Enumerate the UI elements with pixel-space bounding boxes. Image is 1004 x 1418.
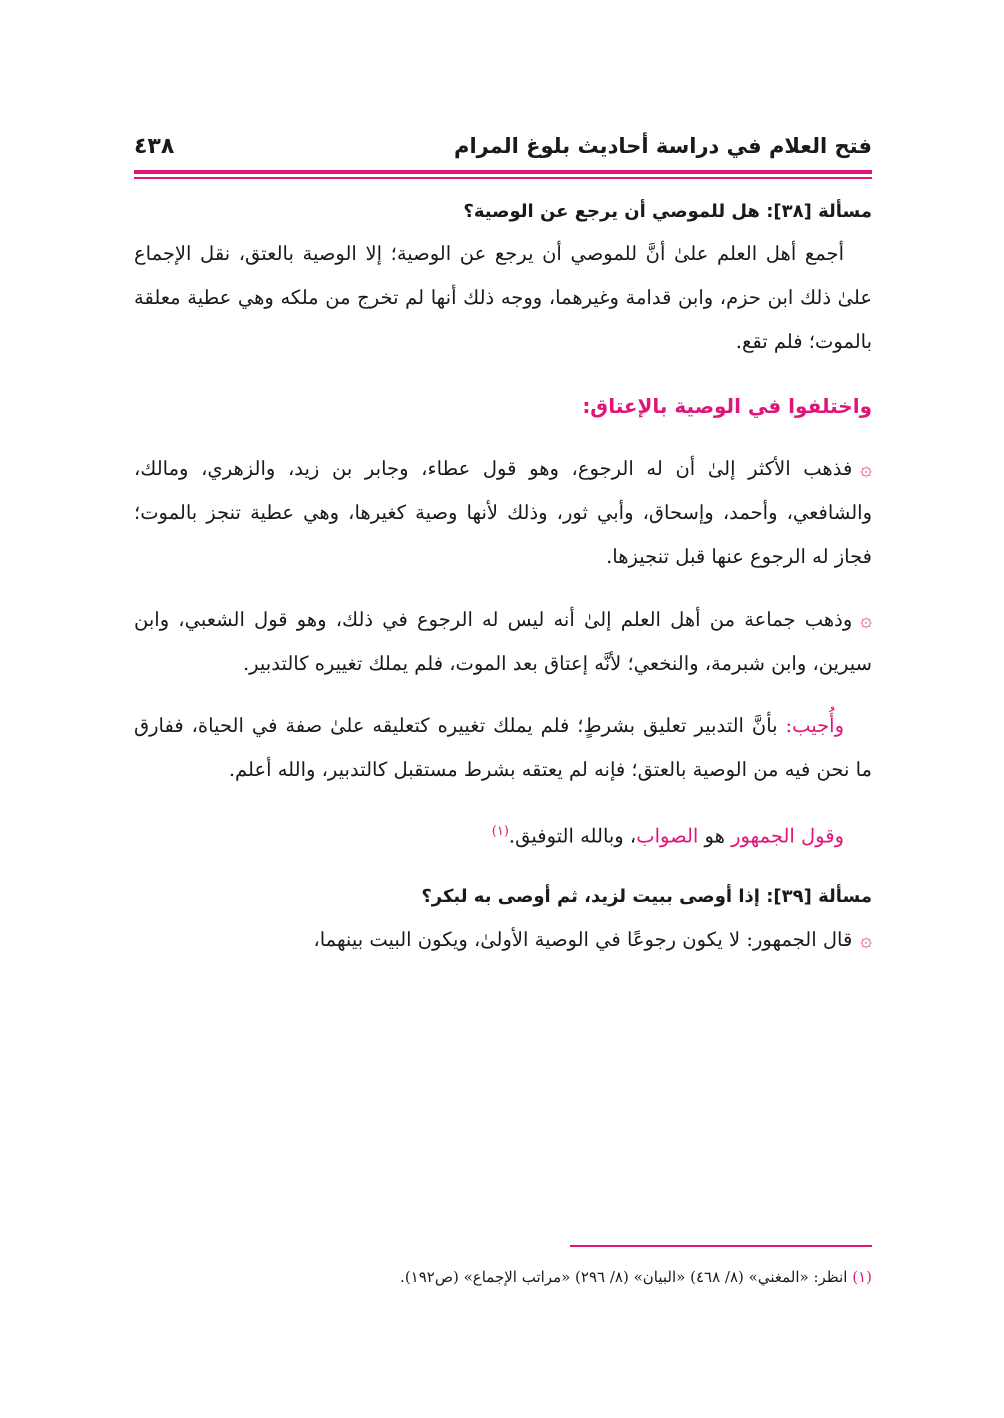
page-number: ٤٣٨ bbox=[134, 133, 175, 159]
footnote-number: (١) bbox=[852, 1268, 872, 1286]
answer-label: وأُجيب: bbox=[785, 714, 845, 737]
opinion-2-paragraph bbox=[134, 597, 872, 686]
opinion-1-paragraph bbox=[134, 446, 872, 579]
answer-text: بأنَّ التدبير تعليق بشرطٍ؛ فلم يملك تغييره كتعليقه علىٰ صفة في الحياة، ففارق ما نحن فيه من الوصية بالعتق؛ فإنه لم يعتقه بشرط مستقبل كالتدبير، والله أعلم. bbox=[134, 714, 872, 781]
bullet-ornament-icon: ۞ bbox=[860, 926, 872, 951]
footnote bbox=[134, 1262, 872, 1292]
conclusion-huwa: هو bbox=[704, 824, 725, 848]
answer-paragraph bbox=[134, 704, 872, 792]
question-39-label: مسألة [٣٩]: bbox=[766, 885, 872, 907]
question-39-paragraph bbox=[134, 917, 872, 962]
footnote-reference[interactable]: (١) bbox=[491, 824, 509, 839]
bullet-ornament-icon: ۞ bbox=[860, 456, 872, 480]
question-39-heading bbox=[134, 877, 872, 917]
running-title: فتح العلام في دراسة أحاديث بلوغ المرام bbox=[454, 134, 872, 158]
footnote-text: انظر: «المغني» (٨/ ٤٦٨) «البيان» (٨/ ٢٩٦) «مراتب الإجماع» (ص١٩٢). bbox=[400, 1268, 848, 1286]
header-rule-thick bbox=[134, 170, 872, 174]
conclusion-paragraph bbox=[134, 810, 872, 859]
section-heading: واختلفوا في الوصية بالإعتاق: bbox=[582, 394, 872, 418]
opinion-2-text: وذهب جماعة من أهل العلم إلىٰ أنه ليس له الرجوع في ذلك، وهو قول الشعبي، وابن سيرين، وابن شبرمة، والنخعي؛ لأنَّه إعتاق بعد الموت، فلم يملك تغييره كالتدبير. bbox=[134, 608, 872, 675]
page-header bbox=[134, 126, 872, 166]
header-rule-thin bbox=[134, 177, 872, 179]
question-38-paragraph: أجمع أهل العلم علىٰ أنَّ للموصي أن يرجع عن الوصية؛ إلا الوصية بالعتق، نقل الإجماع علىٰ ذلك ابن حزم، وابن قدامة وغيرهما، ووجه ذلك أنها لم تخرج من ملكه وهي عطية معلقة بالموت؛ فلم تقع. bbox=[134, 242, 872, 353]
conclusion-jumhur: وقول الجمهور bbox=[731, 824, 844, 848]
conclusion-tawfiq: ، وبالله التوفيق. bbox=[508, 824, 637, 848]
page-body bbox=[134, 192, 872, 962]
opinion-1-text: فذهب الأكثر إلىٰ أن له الرجوع، وهو قول عطاء، وجابر بن زيد، والزهري، ومالك، والشافعي، وأحمد، وإسحاق، وأبي ثور، وذلك لأنها وصية كغيرها، وهي عطية تنجز بالموت؛ فجاز له الرجوع عنها قبل تنجيزها. bbox=[134, 457, 872, 568]
question-39-title: إذا أوصى ببيت لزيد، ثم أوصى به لبكر؟ bbox=[421, 885, 760, 907]
bullet-ornament-icon: ۞ bbox=[860, 607, 872, 631]
question-38-label: مسألة [٣٨]: bbox=[766, 201, 872, 222]
conclusion-sawab: الصواب bbox=[636, 824, 699, 848]
footnote-separator bbox=[570, 1245, 872, 1247]
question-38-heading bbox=[134, 192, 872, 232]
question-39-text: قال الجمهور: لا يكون رجوعًا في الوصية الأولىٰ، ويكون البيت بينهما، bbox=[313, 927, 853, 951]
question-38-title: هل للموصي أن يرجع عن الوصية؟ bbox=[463, 201, 760, 222]
